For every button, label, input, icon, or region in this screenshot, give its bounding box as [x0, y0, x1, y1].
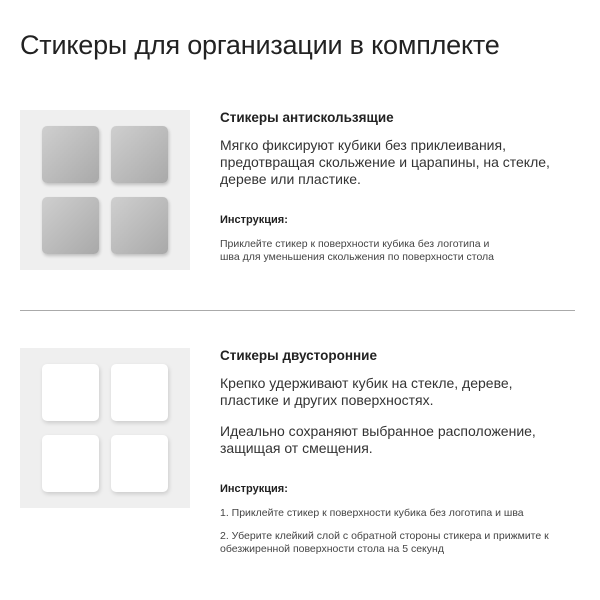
instruction-label: Инструкция: — [220, 483, 288, 495]
sticker — [42, 435, 99, 492]
sticker — [111, 435, 168, 492]
sticker — [42, 197, 99, 254]
instruction-step: 2. Уберите клейкий слой с обратной стороны стикера и прижмите к обезжиренной поверхности стола на 5 секунд — [220, 530, 549, 555]
divider — [20, 310, 575, 311]
instruction-label: Инструкция: — [220, 214, 288, 226]
section-heading: Стикеры двусторонние — [220, 348, 377, 363]
section-description: Идеально сохраняют выбранное расположение, защищая от смещения. — [220, 423, 536, 456]
sticker — [42, 364, 99, 421]
page-title: Стикеры для организации в комплекте — [20, 30, 500, 60]
anti-slip-section — [220, 110, 590, 274]
double-sided-section — [220, 348, 590, 566]
sticker — [111, 364, 168, 421]
anti-slip-stickers-image — [20, 110, 190, 270]
section-heading: Стикеры антискользящие — [220, 110, 394, 125]
sticker — [111, 197, 168, 254]
section-description: Крепко удерживают кубик на стекле, дереве, пластике и других поверхностях. — [220, 375, 513, 408]
instruction-text: Приклейте стикер к поверхности кубика без логотипа и шва для уменьшения скольжения по поверхности стола — [220, 238, 495, 263]
sticker — [111, 126, 168, 183]
section-description: Мягко фиксируют кубики без приклеивания, предотвращая скольжение и царапины, на стекле, дереве или пластике. — [220, 137, 550, 187]
double-sided-stickers-image — [20, 348, 190, 508]
instruction-step: 1. Приклейте стикер к поверхности кубика без логотипа и шва — [220, 507, 524, 519]
sticker — [42, 126, 99, 183]
